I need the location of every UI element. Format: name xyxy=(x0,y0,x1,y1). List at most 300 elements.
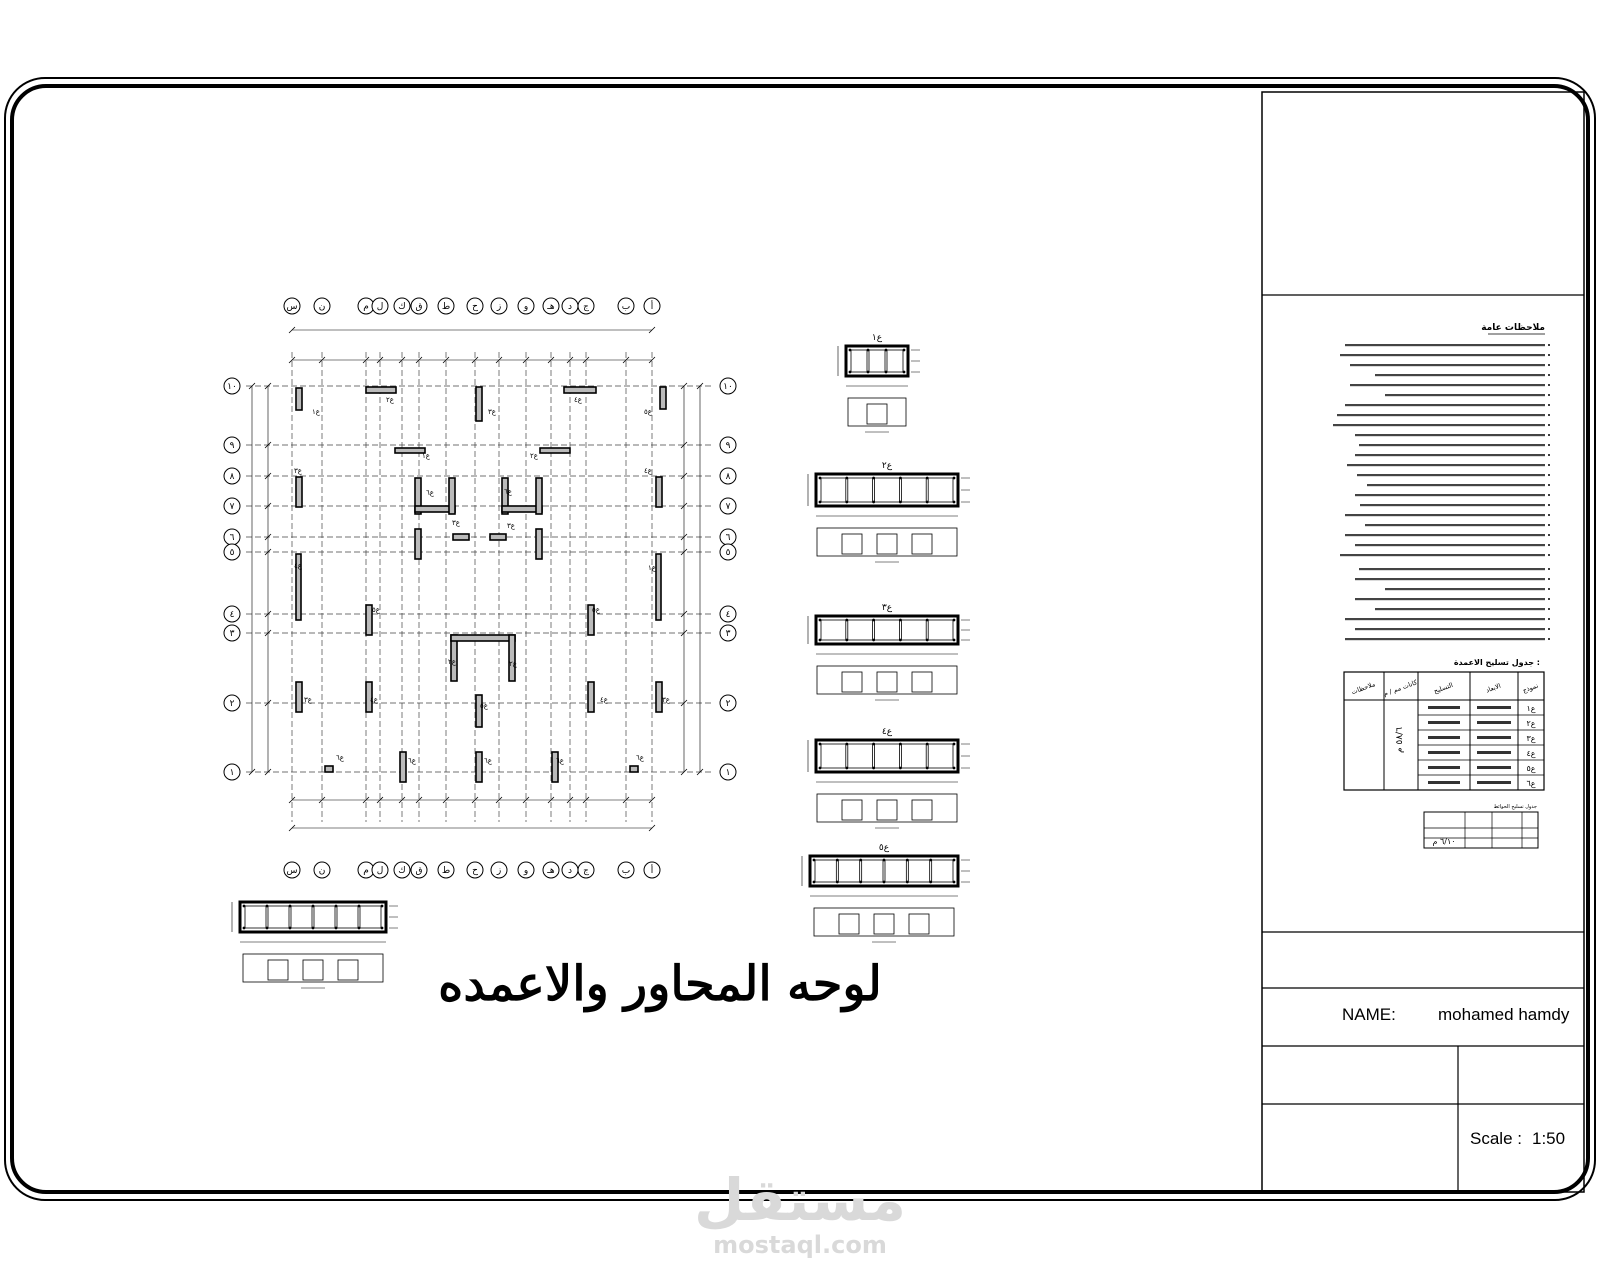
title-block xyxy=(1262,92,1584,1192)
rebar-dot xyxy=(872,619,875,622)
rebar-dot xyxy=(899,477,902,480)
tie-detail-outline xyxy=(243,954,383,982)
tie-detail-shape xyxy=(877,672,897,692)
rebar-dot xyxy=(266,905,269,908)
rebar-dot xyxy=(266,927,269,930)
rebar-dot xyxy=(926,477,929,480)
axis-label: س xyxy=(286,866,298,876)
axis-label: ٤ xyxy=(229,610,235,620)
note-bullet xyxy=(1548,414,1550,416)
column-tag: ع٤ xyxy=(574,396,582,404)
note-line xyxy=(1355,494,1545,496)
notes-text-lines xyxy=(1333,344,1550,640)
axis-label: ن xyxy=(318,302,326,312)
scale-value: 1:50 xyxy=(1532,1129,1566,1148)
note-line xyxy=(1345,404,1545,406)
rebar-dot xyxy=(906,881,909,884)
column-tag: ع٢ xyxy=(530,452,538,460)
note-bullet xyxy=(1548,404,1550,406)
rebar-dot xyxy=(953,743,956,746)
rebar-dot xyxy=(819,477,822,480)
axes-grid-plan xyxy=(224,298,736,878)
note-line xyxy=(1345,344,1545,346)
rebar-dot xyxy=(899,639,902,642)
plan-column xyxy=(564,387,596,393)
columns-table-header: كانات مم / م xyxy=(1382,678,1419,698)
note-bullet xyxy=(1548,628,1550,630)
note-bullet xyxy=(1548,598,1550,600)
column-tag: ع١ xyxy=(422,452,430,460)
rebar-dot xyxy=(867,371,870,374)
rebar-dot xyxy=(953,639,956,642)
columns-table-title: جدول تسليح الاعمدة : xyxy=(1453,658,1540,667)
axis-label: ٢ xyxy=(229,699,235,709)
rebar-dot xyxy=(899,501,902,504)
note-bullet xyxy=(1548,384,1550,386)
note-line xyxy=(1340,354,1545,356)
rebar-dot xyxy=(335,927,338,930)
column-tag: ع٥ xyxy=(592,606,600,614)
axis-label: ١ xyxy=(725,768,731,778)
plan-column xyxy=(660,387,666,409)
plan-column xyxy=(656,554,661,620)
rebar-dot xyxy=(929,859,932,862)
column-tag: ع٤ xyxy=(294,562,302,570)
drawing-title: لوحه المحاور والاعمده xyxy=(438,956,882,1012)
axis-label: ن xyxy=(318,866,326,876)
axis-label: ٩ xyxy=(229,441,235,451)
rebar-dot xyxy=(819,767,822,770)
note-bullet xyxy=(1548,578,1550,580)
column-tag: ع١ xyxy=(648,564,656,572)
axis-label: ز xyxy=(496,302,502,312)
column-tag: ع٦ xyxy=(426,489,434,497)
axis-label: و xyxy=(523,302,529,312)
plan-column xyxy=(395,448,425,453)
rebar-dot xyxy=(872,477,875,480)
dimension-cell-stroke xyxy=(1477,706,1511,709)
axis-label: ٨ xyxy=(725,472,731,482)
column-tag: ع٦ xyxy=(408,757,416,765)
column-tag: ع٦ xyxy=(636,754,644,762)
reinforcement-cell-stroke xyxy=(1428,706,1460,709)
note-line xyxy=(1355,434,1545,436)
note-line xyxy=(1350,364,1545,366)
tie-detail-shape xyxy=(338,960,358,980)
plan-column xyxy=(451,635,515,641)
rebar-dot xyxy=(358,927,361,930)
tie-detail-shape xyxy=(909,914,929,934)
section-outline xyxy=(816,474,958,506)
note-line xyxy=(1345,618,1545,620)
note-bullet xyxy=(1548,444,1550,446)
axis-label: ق xyxy=(415,866,423,876)
rebar-dot xyxy=(953,477,956,480)
small-table-value: ٦/١٠ م xyxy=(1432,837,1456,846)
rebar-dot xyxy=(926,501,929,504)
axis-label: د xyxy=(567,866,573,876)
column-tag: ع٥ xyxy=(372,606,380,614)
column-sections xyxy=(229,333,970,988)
rebar-dot xyxy=(845,619,848,622)
plan-column xyxy=(453,534,469,540)
note-line xyxy=(1357,474,1545,476)
plan-column xyxy=(296,477,302,507)
plan-column xyxy=(509,635,515,681)
note-line xyxy=(1340,554,1545,556)
axis-label: ٥ xyxy=(725,548,731,558)
note-bullet xyxy=(1548,514,1550,516)
note-bullet xyxy=(1548,554,1550,556)
name-value: mohamed hamdy xyxy=(1438,1005,1570,1024)
note-line xyxy=(1345,514,1545,516)
note-line xyxy=(1367,484,1545,486)
note-bullet xyxy=(1548,638,1550,640)
axis-label: ل xyxy=(376,866,384,876)
note-line xyxy=(1355,598,1545,600)
dimension-cell-stroke xyxy=(1477,781,1511,784)
rebar-dot xyxy=(819,619,822,622)
axis-label: ٥ xyxy=(229,548,235,558)
axis-label: ١ xyxy=(229,768,235,778)
axis-label: ج xyxy=(583,302,589,312)
rebar-dot xyxy=(289,927,292,930)
plan-column xyxy=(476,752,482,782)
axis-label: ك xyxy=(398,866,406,876)
axis-label: ٩ xyxy=(725,441,731,451)
dimension-cell-stroke xyxy=(1477,721,1511,724)
note-bullet xyxy=(1548,534,1550,536)
tie-detail-shape xyxy=(842,672,862,692)
rebar-dot xyxy=(883,859,886,862)
axis-label: ق xyxy=(415,302,423,312)
axis-label: ل xyxy=(376,302,384,312)
section-label: ع٣ xyxy=(881,603,893,613)
dimension-cell-stroke xyxy=(1477,751,1511,754)
column-section xyxy=(232,902,398,988)
axis-label: ٧ xyxy=(725,502,731,512)
rebar-dot xyxy=(819,501,822,504)
small-table-title: جدول تسليح الحوائط xyxy=(1493,804,1537,810)
plan-column xyxy=(325,766,333,772)
note-line xyxy=(1375,608,1545,610)
tie-detail-shape xyxy=(842,534,862,554)
rebar-dot xyxy=(867,349,870,352)
tie-detail-outline xyxy=(814,908,954,936)
column-tag: ع٣ xyxy=(488,408,496,416)
columns-table-header: الابعاد xyxy=(1484,681,1502,695)
note-line xyxy=(1337,414,1545,416)
rebar-dot xyxy=(381,927,384,930)
rebar-dot xyxy=(899,619,902,622)
column-tag: ع٣ xyxy=(662,696,670,704)
rebar-dot xyxy=(312,905,315,908)
column-type-cell: ع١ xyxy=(1526,704,1536,713)
axis-label: ٦ xyxy=(229,533,235,543)
tie-detail-shape xyxy=(867,404,887,424)
columns-table-header: ملاحظات xyxy=(1350,680,1377,697)
column-type-cell: ع٢ xyxy=(1526,719,1536,728)
axis-label: ٣ xyxy=(229,629,235,639)
rebar-dot xyxy=(381,905,384,908)
column-section xyxy=(802,843,970,942)
rebar-dot xyxy=(836,859,839,862)
tie-detail-shape xyxy=(877,534,897,554)
rebar-dot xyxy=(312,927,315,930)
reinforcement-cell-stroke xyxy=(1428,781,1460,784)
rebar-dot xyxy=(872,743,875,746)
rebar-dot xyxy=(859,881,862,884)
dimension-cell-stroke xyxy=(1477,736,1511,739)
plan-column xyxy=(656,477,662,507)
column-tag: ع٥ xyxy=(480,702,488,710)
tie-detail-shape xyxy=(303,960,323,980)
rebar-dot xyxy=(845,501,848,504)
rebar-dot xyxy=(819,743,822,746)
rebar-dot xyxy=(885,371,888,374)
watermark-arabic: مستقل xyxy=(693,1166,907,1234)
plan-column xyxy=(296,388,302,410)
rebar-dot xyxy=(813,881,816,884)
rebar-dot xyxy=(903,349,906,352)
note-line xyxy=(1355,578,1545,580)
plan-column xyxy=(536,478,542,514)
section-label: ع٢ xyxy=(881,461,893,471)
note-bullet xyxy=(1548,608,1550,610)
rebar-dot xyxy=(849,349,852,352)
note-line xyxy=(1345,638,1545,640)
tie-detail-shape xyxy=(912,672,932,692)
column-tag: ع٢ xyxy=(448,658,456,666)
column-tag: ع٣ xyxy=(452,519,460,527)
axis-label: م xyxy=(363,866,369,876)
note-line xyxy=(1365,524,1545,526)
columns-schedule-table xyxy=(1344,672,1544,790)
rebar-dot xyxy=(953,501,956,504)
axis-label: ز xyxy=(496,866,502,876)
axis-label: ٧ xyxy=(229,502,235,512)
name-label: NAME: xyxy=(1342,1005,1396,1024)
tie-detail-shape xyxy=(842,800,862,820)
rebar-dot xyxy=(926,743,929,746)
rebar-dot xyxy=(243,927,246,930)
rebar-dot xyxy=(819,639,822,642)
walls-schedule-table xyxy=(1424,804,1538,848)
rebar-dot xyxy=(836,881,839,884)
tie-detail-outline xyxy=(848,398,906,426)
plan-column xyxy=(449,478,455,514)
note-bullet xyxy=(1548,474,1550,476)
column-tag: ع٤ xyxy=(600,696,608,704)
note-bullet xyxy=(1548,344,1550,346)
column-tag: ع٣ xyxy=(304,696,312,704)
columns-table-rows xyxy=(1418,704,1544,788)
plan-column xyxy=(476,387,482,421)
plan-column xyxy=(630,766,638,772)
tie-detail-shape xyxy=(839,914,859,934)
note-bullet xyxy=(1548,424,1550,426)
tie-detail-outline xyxy=(817,528,957,556)
note-line xyxy=(1350,384,1545,386)
axis-label: ٨ xyxy=(229,472,235,482)
general-notes xyxy=(1333,323,1550,848)
rebar-dot xyxy=(845,639,848,642)
note-line xyxy=(1347,464,1545,466)
column-tag: ع٦ xyxy=(504,488,512,496)
notes-heading: ملاحظات عامة xyxy=(1481,323,1545,333)
note-line xyxy=(1333,424,1545,426)
column-section xyxy=(808,727,970,828)
note-line xyxy=(1359,444,1545,446)
axis-label: هـ xyxy=(547,866,555,876)
axis-label: ج xyxy=(583,866,589,876)
reinforcement-cell-stroke xyxy=(1428,766,1460,769)
columns-table-headers xyxy=(1350,678,1539,698)
note-bullet xyxy=(1548,588,1550,590)
axis-label: م xyxy=(363,302,369,312)
rebar-dot xyxy=(926,639,929,642)
rebar-dot xyxy=(953,767,956,770)
rebar-dot xyxy=(845,477,848,480)
tie-detail-outline xyxy=(817,794,957,822)
plan-column xyxy=(366,387,396,393)
axis-label: د xyxy=(567,302,573,312)
rebar-dot xyxy=(872,501,875,504)
scale-label: Scale : xyxy=(1470,1129,1522,1148)
column-tag: ع٦ xyxy=(556,757,564,765)
rebar-dot xyxy=(813,859,816,862)
column-type-cell: ع٣ xyxy=(1526,734,1536,743)
note-bullet xyxy=(1548,544,1550,546)
axis-label: ٢ xyxy=(725,699,731,709)
column-tag: ع٤ xyxy=(644,467,652,475)
rebar-dot xyxy=(335,905,338,908)
rebar-dot xyxy=(899,743,902,746)
column-tag: ع٥ xyxy=(644,408,652,416)
rebar-dot xyxy=(953,619,956,622)
axis-label: س xyxy=(286,302,298,312)
axis-label: ط xyxy=(441,302,451,312)
note-bullet xyxy=(1548,374,1550,376)
note-line xyxy=(1375,374,1545,376)
note-bullet xyxy=(1548,364,1550,366)
column-tag: ع٣ xyxy=(294,467,302,475)
stirrups-value: ٥٨/٦ م xyxy=(1395,727,1405,753)
rebar-dot xyxy=(872,639,875,642)
rebar-dot xyxy=(953,881,956,884)
column-type-cell: ع٦ xyxy=(1526,779,1536,788)
section-outline xyxy=(846,346,908,376)
rebar-dot xyxy=(849,371,852,374)
column-tag: ع٦ xyxy=(336,754,344,762)
tie-detail-shape xyxy=(874,914,894,934)
axis-label: ط xyxy=(441,866,451,876)
axis-label: ٦ xyxy=(725,533,731,543)
watermark-latin: mostaql.com xyxy=(713,1231,887,1259)
axis-label: ١٠ xyxy=(227,382,237,392)
plan-column xyxy=(415,529,421,559)
rebar-dot xyxy=(953,859,956,862)
section-label: ع٤ xyxy=(881,727,893,737)
axis-label: ٣ xyxy=(725,629,731,639)
plan-column xyxy=(400,752,406,782)
columns-table-header: نموذج xyxy=(1521,681,1540,695)
rebar-dot xyxy=(845,767,848,770)
note-bullet xyxy=(1548,568,1550,570)
axis-label: هـ xyxy=(547,302,555,312)
rebar-dot xyxy=(883,881,886,884)
rebar-dot xyxy=(358,905,361,908)
note-line xyxy=(1355,628,1545,630)
column-tag: ع٦ xyxy=(484,757,492,765)
note-bullet xyxy=(1548,394,1550,396)
axis-label: أ xyxy=(650,866,654,876)
note-line xyxy=(1345,534,1545,536)
axis-label: ب xyxy=(621,302,631,312)
note-bullet xyxy=(1548,484,1550,486)
axis-label: ٤ xyxy=(725,610,731,620)
note-bullet xyxy=(1548,454,1550,456)
plan-column xyxy=(588,682,594,712)
column-section xyxy=(808,461,970,562)
rebar-dot xyxy=(899,767,902,770)
tie-detail-outline xyxy=(817,666,957,694)
column-tag: ع٣ xyxy=(507,522,515,530)
note-line xyxy=(1385,394,1545,396)
plan-column xyxy=(476,695,482,727)
column-type-cell: ع٤ xyxy=(1526,749,1536,758)
rebar-dot xyxy=(903,371,906,374)
note-line xyxy=(1355,454,1545,456)
tie-detail-shape xyxy=(912,800,932,820)
reinforcement-cell-stroke xyxy=(1428,721,1460,724)
rebar-dot xyxy=(872,767,875,770)
column-tag: ع١ xyxy=(312,408,320,416)
tie-detail-shape xyxy=(912,534,932,554)
rebar-dot xyxy=(885,349,888,352)
column-section xyxy=(808,603,970,700)
tie-detail-shape xyxy=(877,800,897,820)
axis-label: ح xyxy=(472,866,478,876)
note-line xyxy=(1360,504,1545,506)
note-bullet xyxy=(1548,494,1550,496)
rebar-dot xyxy=(859,859,862,862)
title-block-frame xyxy=(1262,92,1584,1192)
rebar-dot xyxy=(929,881,932,884)
tie-detail-shape xyxy=(268,960,288,980)
plan-column xyxy=(490,534,506,540)
column-tag: ع٤ xyxy=(370,696,378,704)
rebar-dot xyxy=(243,905,246,908)
plan-column xyxy=(296,682,302,712)
note-line xyxy=(1385,588,1545,590)
reinforcement-cell-stroke xyxy=(1428,736,1460,739)
axis-label: و xyxy=(523,866,529,876)
column-section xyxy=(838,333,920,432)
note-line xyxy=(1359,568,1545,570)
rebar-dot xyxy=(926,767,929,770)
rebar-dot xyxy=(289,905,292,908)
section-label: ع٥ xyxy=(878,843,890,853)
watermark xyxy=(694,1166,906,1259)
rebar-dot xyxy=(926,619,929,622)
section-outline xyxy=(816,740,958,772)
axis-label: ١٠ xyxy=(723,382,733,392)
note-bullet xyxy=(1548,434,1550,436)
note-bullet xyxy=(1548,618,1550,620)
column-tag: ع٢ xyxy=(386,396,394,404)
columns-table-header: التسليح xyxy=(1432,680,1455,696)
